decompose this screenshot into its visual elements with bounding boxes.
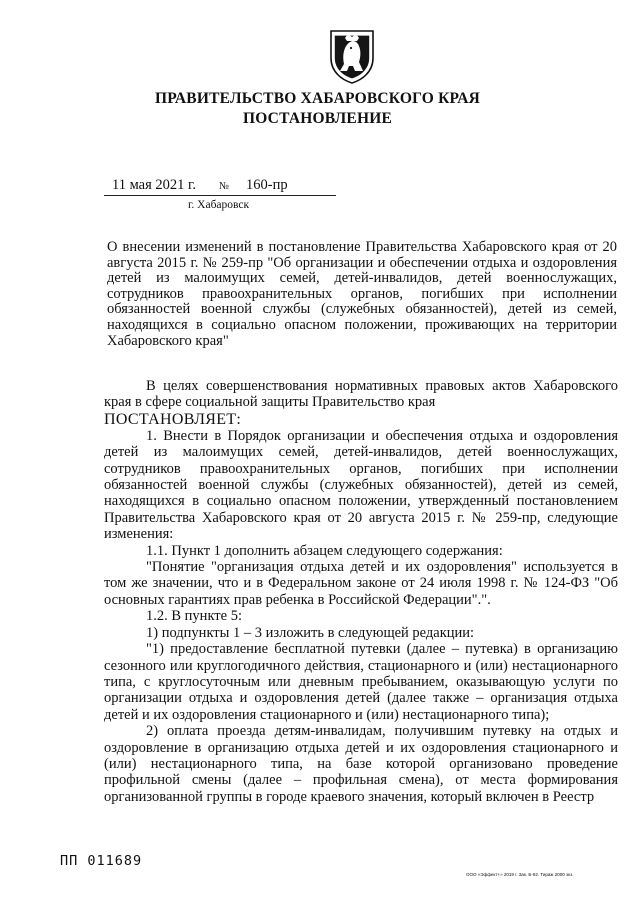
paragraph-1-1: 1.1. Пункт 1 дополнить абзацем следующего содержания: — [146, 542, 503, 559]
subject-text: О внесении изменений в постановление Правительства Хабаровского края от 20 августа 2015 г. № 259-пр "Об организации и обеспечении отдыха и оздоровления детей из малоимущих семей, детей-инвалидов, детей военнослужащих, сотрудников правоохранительных органов, погибших при исполнении обязанностей военной службы (служебных обязанностей), детей из семей, находящихся в социально опасном положении, проживающих на территории Хабаровского края" — [107, 239, 617, 349]
khabarovsk-krai-coat-of-arms-icon — [328, 28, 376, 84]
paragraph-1-2: 1.2. В пункте 5: — [146, 608, 242, 625]
form-serial-code: ПП 011689 — [60, 853, 143, 869]
number-sign: № — [219, 181, 230, 192]
document-number: 160-пр — [246, 177, 288, 193]
intro-paragraph: В целях совершенствования нормативных правовых актов Хабаровского края в сфере социальной защиты Правительство края — [104, 378, 618, 411]
subparagraph-1: 1) подпункты 1 – 3 изложить в следующей редакции: — [146, 624, 475, 641]
paragraph-1: 1. Внести в Порядок организации и обеспечения отдыха и оздоровления детей из малоимущих семей, детей-инвалидов, детей военнослужащих, сотрудников правоохранительных органов, погибших при исполнении обязанностей военной службы (служебных обязанностей), детей из семей, находящихся в социально опасном положении, утвержденный постановлением Правительства Хабаровского края от 20 августа 2015 г. № 259-пр, следующие изменения: — [104, 427, 618, 543]
city: г. Хабаровск — [188, 199, 250, 211]
document-date: 11 мая 2021 г. — [112, 177, 196, 193]
document-type: ПОСТАНОВЛЕНИЕ — [242, 110, 393, 127]
printer-imprint: ООО «Эффект+» 2019 г. Зак. Б-82. Тираж 2000 экз. — [466, 872, 574, 877]
resolves-heading: ПОСТАНОВЛЯЕТ: — [104, 410, 242, 428]
quoted-item-2: 2) оплата проезда детям-инвалидам, получившим путевку на отдых и оздоровление в организацию отдыха детей и их оздоровления стационарного и (или) нестационарного типа, на базе которой организовано проведение профильной смены (далее – профильная смена), от места формирования организованной группы в городе краевого значения, который включен в Реестр — [104, 723, 618, 805]
subject-block — [107, 240, 617, 349]
quoted-item-1: "1) предоставление бесплатной путевки (далее – путевка) в организацию сезонного или круглогодичного действия, стационарного и (или) нестационарного типа, с круглосуточным или дневным пребыванием, оказывающую услуги по организации отдыха и оздоровления детей (далее также – организация отдыха детей и их оздоровления стационарного и (или) нестационарного типа); — [104, 641, 618, 723]
date-number-line — [104, 177, 336, 197]
government-title: ПРАВИТЕЛЬСТВО ХАБАРОВСКОГО КРАЯ — [154, 90, 481, 107]
date-underline — [104, 195, 336, 196]
quote-1: "Понятие "организация отдыха детей и их оздоровления" используется в том же значении, что и в Федеральном законе от 24 июля 1998 г. № 124-ФЗ "Об основных гарантиях прав ребенка в Российской Федерации".". — [104, 559, 618, 608]
document-body — [104, 378, 618, 805]
